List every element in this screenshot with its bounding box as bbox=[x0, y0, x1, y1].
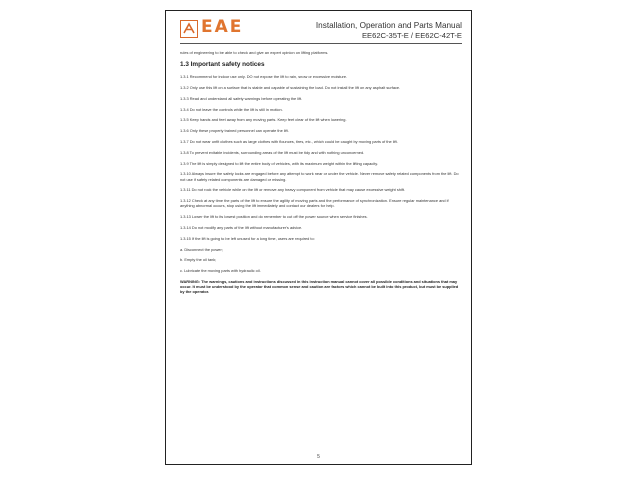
safety-item: 1.3.2 Only use this lift on a surface that is stable and capable of sustaining the load. Do not install the lift on any asphalt surface. bbox=[180, 85, 401, 90]
safety-item: 1.3.3 Read and understand all safety warnings before operating the lift. bbox=[180, 95, 303, 101]
safety-item: 1.3.6 Only these properly trained personnel can operate the lift. bbox=[180, 128, 289, 134]
safety-item: 1.3.10 Always insure the safety locks are engaged before any attempt to work near or under the vehicle. Never remove safety related components from the lift. Do not use if safety related components are damaged or missing. bbox=[180, 171, 459, 182]
safety-item: 1.3.12 Check at any time the parts of the lift to ensure the agility of moving parts and the performance of synchronization. Ensure regular maintenance and if anything abnormal occurs, stop using the lift immediately and contact our dealers for help. bbox=[180, 198, 449, 209]
safety-item: 1.3.15 If the lift is going to be left unused for a long time, users are required to: bbox=[180, 235, 315, 241]
sub-item: c. Lubricate the moving parts with hydraulic oil. bbox=[180, 268, 261, 274]
safety-item: 1.3.9 The lift is simply designed to lift the entire body of vehicles, with its maximum weight within the lifting capacity. bbox=[180, 160, 378, 166]
warning-paragraph: WARNING: The warnings, cautions and instructions discussed in this instruction manual cannot cover all possible conditions and situations that may occur. It must be understood by the operator that common sense and caution are factors which cannot be built into this product, but must be supplied by the operator. bbox=[180, 278, 459, 295]
safety-item: 1.3.14 Do not modify any parts of the lift without manufacturer's advice. bbox=[180, 224, 303, 230]
safety-item: 1.3.1 Recommend for indoor use only. DO not expose the lift to rain, snow or excessive moisture. bbox=[180, 74, 348, 80]
manual-title: Installation, Operation and Parts Manual bbox=[315, 21, 462, 30]
safety-item: 1.3.13 Lower the lift to its lowest position and do remember to cut off the power source when service finishes. bbox=[180, 214, 368, 220]
page-header bbox=[180, 17, 462, 50]
page-content bbox=[180, 50, 460, 300]
sub-item: b. Empty the oil tank; bbox=[180, 257, 217, 263]
logo-symbol-icon bbox=[181, 21, 197, 37]
manual-page bbox=[165, 10, 472, 465]
safety-item: 1.3.11 Do not rock the vehicle while on the lift or remove any heavy component from vehicle that may cause excessive weight shift. bbox=[180, 187, 406, 193]
safety-item: 1.3.8 To prevent evitable incidents, surrounding areas of the lift must be tidy and with nothing unconcerned. bbox=[180, 149, 365, 155]
safety-item: 1.3.7 Do not wear unfit clothes such as large clothes with flounces, tires, etc., which could be caught by moving parts of the lift. bbox=[180, 138, 398, 144]
model-numbers: EE62C-35T-E / EE62C-42T-E bbox=[361, 31, 462, 40]
header-divider bbox=[180, 43, 462, 44]
page-number: 5 bbox=[317, 454, 320, 460]
logo-text: EAE bbox=[201, 17, 244, 37]
logo-mark-icon bbox=[180, 20, 198, 38]
safety-item: 1.3.4 Do not leave the controls while the lift is still in motion. bbox=[180, 106, 283, 112]
sub-item: a. Disconnect the power; bbox=[180, 246, 223, 252]
intro-paragraph: rules of engineering to be able to check and give an expert opinion on lifting platforms. bbox=[180, 50, 329, 55]
section-title: 1.3 Important safety notices bbox=[180, 61, 265, 69]
safety-item: 1.3.5 Keep hands and feet away from any moving parts. Keep feet clear of the lift when lowering. bbox=[180, 117, 347, 123]
